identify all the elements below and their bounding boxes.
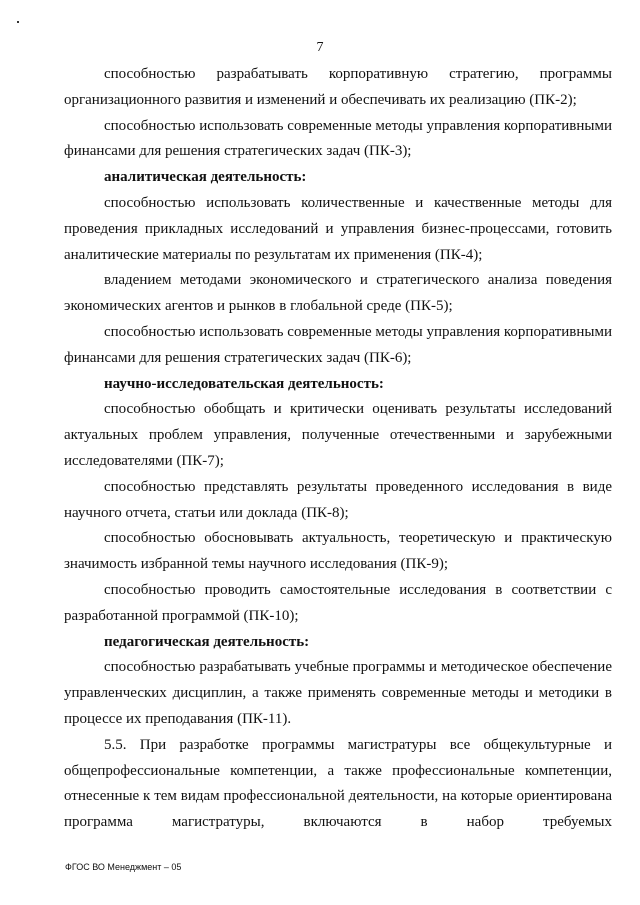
paragraph-pk7: способностью обобщать и критически оценивать результаты исследований актуальных проблем управления, полученные отечественными и зарубежными исследователями (ПК-7); (64, 401, 612, 469)
heading-analytical-activity: аналитическая деятельность: (104, 169, 307, 186)
paragraph-pk8: способностью представлять результаты проведенного исследования в виде научного отчета, статьи или доклада (ПК-8); (64, 478, 612, 521)
scan-mark (17, 21, 19, 23)
heading-pedagogical-activity: педагогическая деятельность: (104, 633, 310, 650)
page-number: 7 (316, 40, 324, 55)
heading-research-activity: научно-исследовательская деятельность: (104, 375, 384, 392)
paragraph-section-5-5: 5.5. При разработке программы магистратуры все общекультурные и общепрофессиональные компетенции, а также профессиональные компетенции, отнесенные к тем видам профессиональной деятельности, на которые ориентирована программа магистратуры, включаются в набор требуемых (64, 736, 612, 831)
document-body (64, 62, 612, 836)
paragraph-pk4: способностью использовать количественные и качественные методы для проведения прикладных исследований и управления бизнес-процессами, готовить аналитические материалы по результатам их применения (ПК-4); (64, 194, 612, 263)
paragraph-pk9: способностью обосновывать актуальность, теоретическую и практическую значимость избранной темы научного исследования (ПК-9); (64, 530, 612, 573)
paragraph-pk11: способностью разрабатывать учебные программы и методическое обеспечение управленческих дисциплин, а также применять современные методы и методики в процессе их преподавания (ПК-11). (64, 659, 612, 727)
paragraph-pk10: способностью проводить самостоятельные исследования в соответствии с разработанной программой (ПК-10); (64, 581, 612, 624)
paragraph-pk3: способностью использовать современные методы управления корпоративными финансами для решения стратегических задач (ПК-3); (64, 117, 612, 160)
paragraph-pk5: владением методами экономического и стратегического анализа поведения экономических агентов и рынков в глобальной среде (ПК-5); (64, 272, 612, 315)
paragraph-pk2: способностью разрабатывать корпоративную стратегию, программы организационного развития и изменений и обеспечивать их реализацию (ПК-2); (64, 66, 612, 108)
paragraph-pk6: способностью использовать современные методы управления корпоративными финансами для решения стратегических задач (ПК-6); (64, 323, 612, 366)
document-footer: ФГОС ВО Менеджмент – 05 (65, 862, 182, 872)
